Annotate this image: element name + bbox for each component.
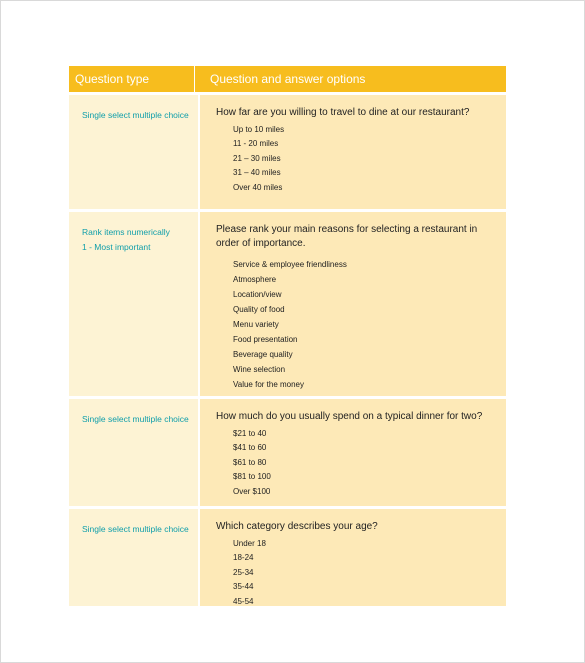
- answer-option: 31 – 40 miles: [233, 168, 281, 178]
- table-header-row: [69, 66, 506, 92]
- answer-option: $81 to 100: [233, 472, 271, 482]
- answer-option: $61 to 80: [233, 457, 267, 467]
- table-row: [69, 509, 506, 606]
- answer-option: Wine selection: [233, 365, 286, 374]
- answer-option: Service & employee friendliness: [233, 260, 347, 269]
- answer-option: Up to 10 miles: [233, 125, 285, 134]
- question-text: How far are you willing to travel to dine at our restaurant?: [216, 107, 470, 118]
- answer-option: $21 to 40: [233, 429, 267, 438]
- answer-option: Location/view: [233, 290, 282, 299]
- answer-option: 11 - 20 miles: [233, 139, 279, 149]
- question-text: How much do you usually spend on a typical dinner for two?: [216, 411, 483, 422]
- answer-option: Over 40 miles: [233, 182, 283, 192]
- question-type-label: Single select multiple choice: [82, 414, 189, 424]
- answer-option: $41 to 60: [233, 443, 267, 453]
- question-cell: [200, 95, 506, 209]
- answer-option: 45-54: [233, 596, 254, 606]
- answer-option: Value for the money: [233, 380, 305, 389]
- question-cell: [200, 212, 506, 396]
- answer-option-list: [216, 427, 496, 499]
- header-question-options: Question and answer options: [210, 72, 366, 86]
- question-type-cell: [69, 212, 198, 396]
- question-type-label: Single select multiple choice: [82, 110, 189, 120]
- answer-option-list: [216, 537, 496, 609]
- answer-option: 25-34: [233, 567, 254, 577]
- question-text: Please rank your main reasons for selecting a restaurant in order of importance.: [216, 224, 478, 249]
- answer-option-list: [216, 123, 496, 195]
- table-row: [69, 399, 506, 506]
- answer-option: Menu variety: [233, 320, 279, 329]
- question-cell: [200, 399, 506, 506]
- answer-option: Over $100: [233, 486, 271, 496]
- survey-table: [69, 66, 506, 606]
- question-type-label: Single select multiple choice: [82, 524, 189, 534]
- question-type-label: Rank items numerically: [82, 227, 170, 237]
- answer-option-list: [216, 257, 496, 392]
- answer-option: Under 18: [233, 539, 266, 548]
- answer-option: Beverage quality: [233, 350, 293, 359]
- answer-option: 21 – 30 miles: [233, 153, 281, 163]
- answer-option: Quality of food: [233, 305, 285, 314]
- question-text: Which category describes your age?: [216, 521, 378, 532]
- question-cell: [200, 509, 506, 606]
- table-row: [69, 95, 506, 209]
- answer-option: Food presentation: [233, 335, 298, 344]
- question-type-cell: [69, 509, 198, 606]
- answer-option: 35-44: [233, 582, 254, 592]
- answer-option: 18-24: [233, 553, 254, 563]
- question-type-note: 1 - Most important: [82, 242, 151, 252]
- table-row: [69, 212, 506, 396]
- question-type-cell: [69, 399, 198, 506]
- question-type-cell: [69, 95, 198, 209]
- header-question-type: Question type: [69, 66, 195, 92]
- answer-option: Atmosphere: [233, 275, 277, 284]
